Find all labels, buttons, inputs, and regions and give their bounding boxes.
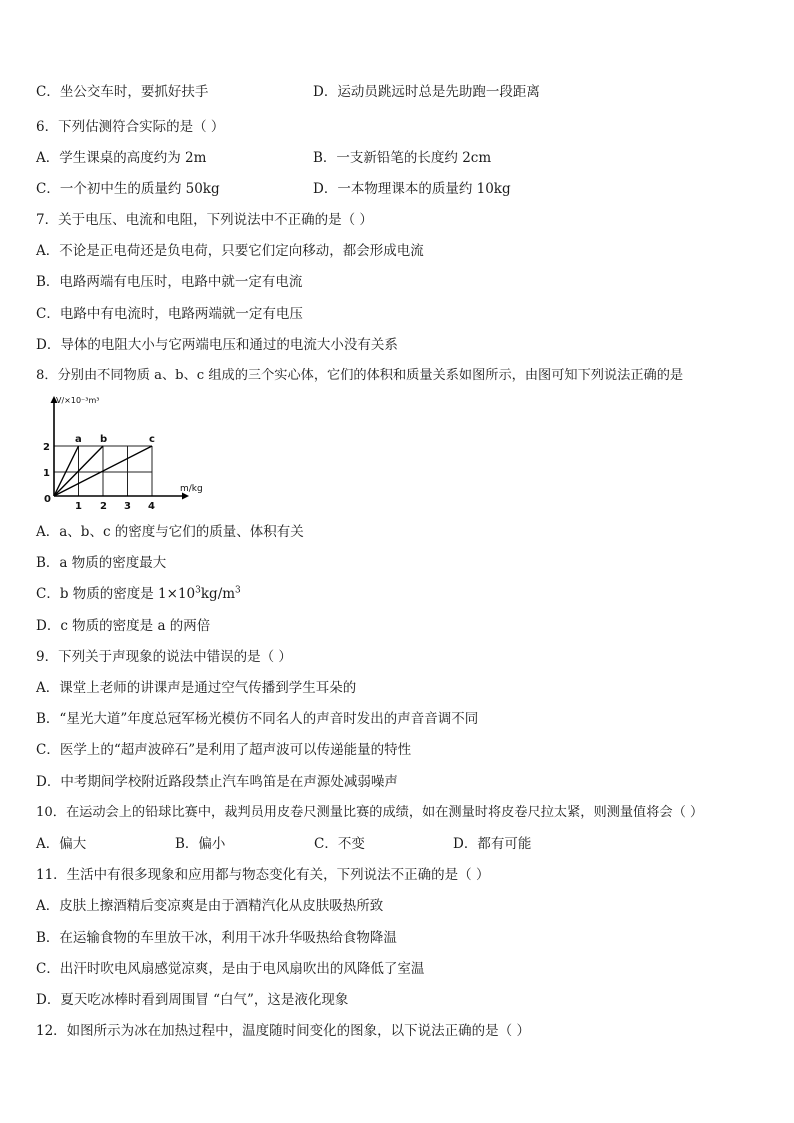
y-axis-label: V/×10⁻³m³ — [56, 396, 100, 405]
q9-option-a: A．课堂上老师的讲课声是通过空气传播到学生耳朵的 — [36, 680, 357, 696]
x-tick-1: 1 — [75, 501, 82, 512]
origin-label: 0 — [44, 494, 51, 505]
q6-option-c: C．一个初中生的质量约 50kg — [36, 181, 220, 197]
x-tick-4: 4 — [148, 501, 155, 512]
q7-stem: 7．关于电压、电流和电阻，下列说法中不正确的是（ ） — [36, 212, 373, 228]
q10-option-c: C．不变 — [314, 836, 365, 852]
q5-option-c: C．坐公交车时，要抓好扶手 — [36, 84, 209, 100]
q10-stem: 10．在运动会上的铅球比赛中，裁判员用皮卷尺测量比赛的成绩，如在测量时将皮卷尺拉太紧，则测量值将会（ ） — [36, 805, 704, 820]
x-tick-3: 3 — [124, 501, 131, 512]
q10-option-a: A．偏大 — [36, 836, 87, 852]
line-a-label: a — [75, 434, 82, 445]
q11-option-c: C．出汗时吹电风扇感觉凉爽，是由于电风扇吹出的风降低了室温 — [36, 961, 425, 977]
q9-stem: 9．下列关于声现象的说法中错误的是（ ） — [36, 649, 292, 665]
q7-option-c: C．电路中有电流时，电路两端就一定有电压 — [36, 306, 303, 322]
y-tick-1: 1 — [43, 468, 50, 479]
q6-option-a: A．学生课桌的高度约为 2m — [36, 150, 207, 166]
line-c-label: c — [149, 434, 155, 445]
q8-option-c-exp1: 3 — [195, 585, 201, 596]
q11-option-b: B．在运输食物的车里放干冰，利用干冰升华吸热给食物降温 — [36, 930, 397, 946]
q8-option-c-prefix: C．b 物质的密度是 1×10 — [36, 586, 196, 602]
line-a — [54, 446, 79, 496]
q8-option-d: D．c 物质的密度是 a 的两倍 — [36, 618, 211, 634]
q10-option-b: B．偏小 — [175, 836, 226, 852]
line-b-label: b — [100, 434, 108, 445]
y-tick-2: 2 — [43, 442, 50, 453]
q11-option-d: D．夏天吃冰棒时看到周围冒 “白气”，这是液化现象 — [36, 992, 349, 1008]
q7-option-b: B．电路两端有电压时，电路中就一定有电流 — [36, 274, 303, 290]
q8-option-c — [36, 585, 241, 603]
q11-option-a: A．皮肤上擦酒精后变凉爽是由于酒精汽化从皮肤吸热所致 — [36, 898, 384, 914]
q5-option-d: D．运动员跳远时总是先助跑一段距离 — [313, 84, 540, 100]
q8-stem: 8．分别由不同物质 a、b、c 组成的三个实心体，它们的体积和质量关系如图所示，由图可知下列说法正确的是 — [36, 368, 684, 383]
q8-option-b: B．a 物质的密度最大 — [36, 555, 167, 571]
q8-option-c-unit: kg/m — [200, 586, 236, 602]
q10-option-d: D．都有可能 — [453, 836, 532, 852]
q9-option-d: D．中考期间学校附近路段禁止汽车鸣笛是在声源处减弱噪声 — [36, 774, 398, 790]
x-axis-label: m/kg — [180, 484, 203, 494]
q7-option-d: D．导体的电阻大小与它两端电压和通过的电流大小没有关系 — [36, 337, 398, 353]
volume-mass-graph — [34, 392, 214, 512]
x-tick-2: 2 — [100, 501, 107, 512]
q11-stem: 11．生活中有很多现象和应用都与物态变化有关，下列说法不正确的是（ ） — [36, 867, 490, 883]
q7-option-a: A．不论是正电荷还是负电荷，只要它们定向移动，都会形成电流 — [36, 243, 424, 259]
q6-option-b: B．一支新铅笔的长度约 2cm — [313, 150, 492, 166]
q6-stem: 6．下列估测符合实际的是（ ） — [36, 119, 225, 135]
q9-option-b: B．“星光大道”年度总冠军杨光模仿不同名人的声音时发出的声音音调不同 — [36, 711, 479, 727]
q6-option-d: D．一本物理课本的质量约 10kg — [313, 181, 511, 197]
q12-stem: 12．如图所示为冰在加热过程中，温度随时间变化的图象，以下说法正确的是（ ） — [36, 1023, 530, 1039]
q8-option-c-exp2: 3 — [235, 585, 241, 596]
q8-option-a: A．a、b、c 的密度与它们的质量、体积有关 — [36, 524, 304, 540]
q9-option-c: C．医学上的“超声波碎石”是利用了超声波可以传递能量的特性 — [36, 742, 412, 758]
